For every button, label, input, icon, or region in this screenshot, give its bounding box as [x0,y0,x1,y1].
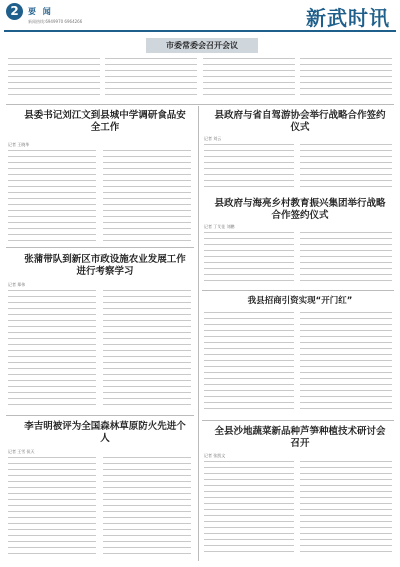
edition-line: 新闻热线:6949970 6964266 [28,19,83,24]
article-headline: 县政府与海亮乡村教育振兴集团举行战略合作签约仪式 [214,198,386,221]
divider [6,415,194,416]
divider [202,290,394,291]
article-body [103,457,191,561]
section-label: 要 闻 [28,7,53,16]
newspaper-brand-logo: 新武时讯 [306,6,390,30]
article-body [204,312,294,416]
masthead [0,0,400,30]
article-headline: 全县沙地蔬菜新品种芦笋种植技术研讨会召开 [214,426,386,449]
banner-headline: 市委常委会召开会议 [146,38,258,53]
page-number-badge: 2 [6,3,23,20]
article-body [204,461,294,561]
lead-article-col-1 [8,58,100,98]
article-body [8,290,96,410]
article-headline: 县政府与省自驾游协会举行战略合作签约仪式 [214,110,386,133]
article-body [8,457,96,561]
lead-article-col-2 [105,58,197,98]
article-headline: 张蒲带队到新区市政设施农业发展工作进行考察学习 [24,254,186,277]
article-byline: 记者 张凯文 [204,453,226,458]
article-headline: 李吉明被评为全国森林草原防火先进个人 [24,421,186,444]
article-body [300,461,392,561]
lead-article-col-4 [300,58,392,98]
article-body [300,312,392,416]
article-byline: 记者 刘云 [204,136,222,141]
article-body [204,232,294,286]
divider [6,247,194,248]
article-byline: 记者 王雪 侯天 [8,449,35,454]
article-body [8,150,96,245]
divider [6,104,394,105]
lead-article-col-3 [203,58,295,98]
article-body [204,144,294,192]
article-byline: 记者 王晓华 [8,142,30,147]
divider [202,420,394,421]
article-body [103,290,191,410]
article-body [300,232,392,286]
article-byline: 记者 郑伟 [8,282,26,287]
article-body [103,150,191,245]
article-body [300,144,392,192]
article-headline: 县委书记刘江文到县城中学调研食品安全工作 [24,110,186,133]
column-divider [198,106,199,561]
article-headline: 我县招商引资实现“开门红” [247,296,353,306]
article-byline: 记者 丁艾佳 刘鹏 [204,224,235,229]
masthead-rule [4,30,396,32]
